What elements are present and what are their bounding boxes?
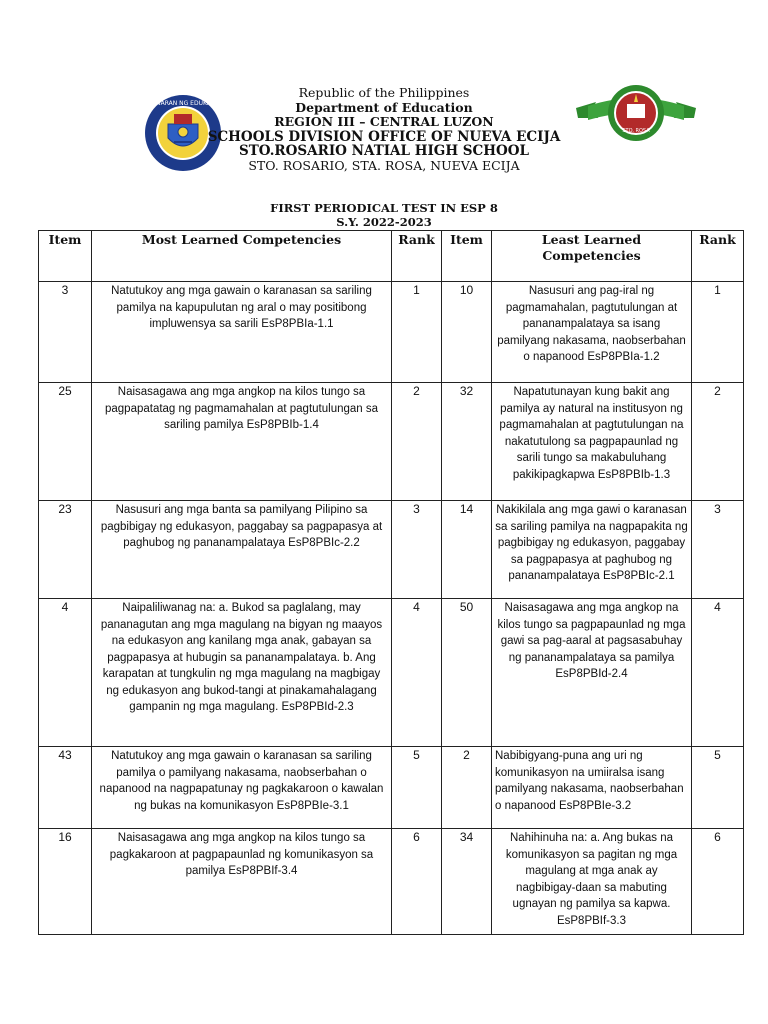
item-number: 10	[442, 282, 492, 383]
least-learned-competency: Nahihinuha na: a. Ang bukas na komunikasyon sa pagitan ng mga magulang at mga anak ay nagbibigay-daan sa mabuting ugnayan ng pamilya sa kapwa. EsP8PBIf-3.3	[492, 829, 692, 935]
item-number: 23	[39, 501, 92, 599]
rank-value: 6	[392, 829, 442, 935]
division-line: SCHOOLS DIVISION OFFICE OF NUEVA ECIJA	[207, 128, 561, 145]
test-title-line: FIRST PERIODICAL TEST IN ESP 8	[270, 201, 498, 215]
table-row	[39, 282, 744, 383]
header-item: Item	[442, 231, 492, 282]
rank-value: 5	[392, 747, 442, 829]
least-learned-competency: Naisasagawa ang mga angkop na kilos tungo sa pagpapaunlad ng mga gawi sa pag-aaral at pagsasabuhay ng pananampalataya sa pamilya EsP8PBId-2.4	[492, 599, 692, 747]
table-row	[39, 501, 744, 599]
table-row	[39, 747, 744, 829]
rank-value: 3	[692, 501, 744, 599]
least-learned-competency: Nasusuri ang pag-iral ng pagmamahalan, pagtutulungan at pananampalataya sa isang pamilyang nakasama, naobserbahan o napanood EsP8PBIa-1.2	[492, 282, 692, 383]
department-line: Department of Education	[295, 99, 473, 115]
table-row	[39, 829, 744, 935]
least-learned-competency: Nabibigyang-puna ang uri ng komunikasyon na umiiralsa isang pamilyang nakasama, naobserbahan o napanood EsP8PBIe-3.2	[492, 747, 692, 829]
competencies-table	[38, 230, 744, 935]
table-header-row	[39, 231, 744, 282]
school-name-line: STO.ROSARIO NATIAL HIGH SCHOOL	[238, 143, 530, 159]
item-number: 43	[39, 747, 92, 829]
letterhead	[0, 86, 768, 173]
rank-value: 3	[392, 501, 442, 599]
item-number: 4	[39, 599, 92, 747]
republic-line: Republic of the Philippines	[298, 85, 470, 100]
item-number: 25	[39, 383, 92, 501]
most-learned-competency: Naipaliliwanag na: a. Bukod sa paglalang, may pananagutan ang mga magulang na bigyan ng maayos na edukasyon ang kanilang mga anak, gabayan sa pagpapasya at hubugin sa pananampalataya. b. Ang karapatan at tungkulin ng mga magulang na magbigay ng edukasyon ang bukod-tangi at pinakamahalagang gampanin ng mga magulang. EsP8PBId-2.3	[92, 599, 392, 747]
most-learned-competency: Naisasagawa ang mga angkop na kilos tungo sa pagpapatatag ng pagmamahalan at pagtutulungan sa sariling pamilya EsP8PBIb-1.4	[92, 383, 392, 501]
rank-value: 5	[692, 747, 744, 829]
item-number: 3	[39, 282, 92, 383]
header-most-learned: Most Learned Competencies	[92, 231, 392, 282]
most-learned-competency: Natutukoy ang mga gawain o karanasan sa sariling pamilya o pamilyang nakasama, naobserbahan o napanood na nagpapatunay ng pagkakaroon o kawalan ng bukas na komunikasyon EsP8PBIe-3.1	[92, 747, 392, 829]
most-learned-competency: Nasusuri ang mga banta sa pamilyang Pilipino sa pagbibigay ng edukasyon, paggabay sa pagpapasya at paghubog ng pananampalataya EsP8PBIc-2.2	[92, 501, 392, 599]
item-number: 2	[442, 747, 492, 829]
item-number: 50	[442, 599, 492, 747]
table-row	[39, 383, 744, 501]
rank-value: 2	[392, 383, 442, 501]
rank-value: 4	[392, 599, 442, 747]
header-rank: Rank	[392, 231, 442, 282]
rank-value: 1	[392, 282, 442, 383]
rank-value: 1	[692, 282, 744, 383]
item-number: 16	[39, 829, 92, 935]
test-title	[0, 201, 768, 229]
rank-value: 2	[692, 383, 744, 501]
rank-value: 6	[692, 829, 744, 935]
svg-text:KAGAWARAN NG EDUKASYON: KAGAWARAN NG EDUKASYON	[138, 100, 228, 107]
most-learned-competency: Naisasagawa ang mga angkop na kilos tungo sa pagkakaroon at pagpapaunlad ng komunikasyon sa pamilya EsP8PBIf-3.4	[92, 829, 392, 935]
rank-value: 4	[692, 599, 744, 747]
item-number: 34	[442, 829, 492, 935]
header-rank: Rank	[692, 231, 744, 282]
item-number: 32	[442, 383, 492, 501]
least-learned-competency: Nakikilala ang mga gawi o karanasan sa sariling pamilya na nagpapakita ng pagbibigay ng edukasyon, paggabay sa pagpapasya at paghubog ng pananampalataya EsP8PBIc-2.1	[492, 501, 692, 599]
least-learned-competency: Napatutunayan kung bakit ang pamilya ay natural na institusyon ng pagmamahalan at pagtutulungan na nakatutulong sa pagpapaunlad ng sarili tungo sa makabuluhang pakikipagkapwa EsP8PBIb-1.3	[492, 383, 692, 501]
svg-text:STO. ROSA: STO. ROSA	[622, 128, 650, 134]
address-line: STO. ROSARIO, STA. ROSA, NUEVA ECIJA	[248, 157, 520, 173]
header-item: Item	[39, 231, 92, 282]
item-number: 14	[442, 501, 492, 599]
school-year-line: S.Y. 2022-2023	[336, 215, 432, 229]
header-least-learned: Least Learned Competencies	[492, 231, 692, 282]
region-line: REGION III – CENTRAL LUZON	[274, 114, 494, 129]
table-row	[39, 599, 744, 747]
most-learned-competency: Natutukoy ang mga gawain o karanasan sa sariling pamilya na kapupulutan ng aral o may positibong impluwensya sa sarili EsP8PBIa-1.1	[92, 282, 392, 383]
